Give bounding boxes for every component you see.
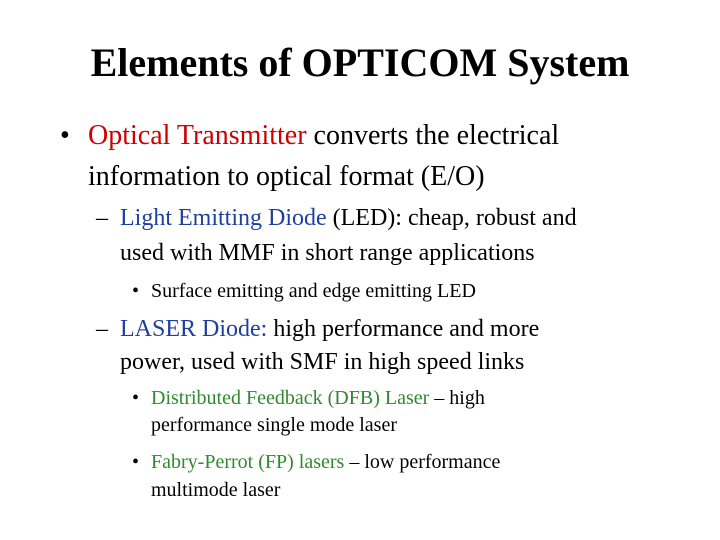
subsubbullet-text: – high: [429, 387, 485, 409]
highlight-laser-diode: LASER Diode:: [120, 316, 268, 342]
subbullet-led-line1: [120, 204, 577, 232]
subsubbullet-fp-line2: multimode laser: [151, 479, 281, 501]
highlight-dfb-laser: Distributed Feedback (DFB) Laser: [151, 387, 430, 409]
dash-marker: –: [96, 205, 108, 231]
subsubbullet-dfb-line2: performance single mode laser: [151, 414, 398, 436]
bullet-marker: •: [132, 387, 140, 409]
highlight-optical-transmitter: Optical Transmitter: [88, 120, 307, 151]
bullet-marker: •: [132, 451, 140, 473]
subbullet-laser-line1: [120, 315, 539, 343]
subbullet-led-line2: used with MMF in short range applications: [120, 240, 535, 266]
subsubbullet-dfb-line1: [151, 386, 485, 410]
dash-marker: –: [96, 316, 108, 342]
subbullet-laser-line2: power, used with SMF in high speed links: [120, 349, 525, 375]
subbullet-text: high performance and more: [267, 316, 540, 342]
bullet-marker: •: [132, 280, 140, 302]
slide-title: Elements of OPTICOM System: [90, 40, 630, 85]
bullet-marker: •: [60, 120, 70, 151]
subbullet-text: (LED): cheap, robust and: [326, 205, 577, 231]
subsubbullet-fp-line1: [151, 450, 500, 474]
bullet-optical-transmitter-line2: information to optical format (E/O): [88, 161, 485, 192]
bullet-optical-transmitter-line1: [88, 120, 559, 152]
subsubbullet-text: – low performance: [344, 451, 501, 473]
subsubbullet-led-types: Surface emitting and edge emitting LED: [151, 280, 476, 302]
bullet-text: converts the electrical: [306, 120, 560, 151]
highlight-fp-lasers: Fabry-Perrot (FP) lasers: [151, 451, 345, 473]
highlight-led: Light Emitting Diode: [120, 205, 327, 231]
